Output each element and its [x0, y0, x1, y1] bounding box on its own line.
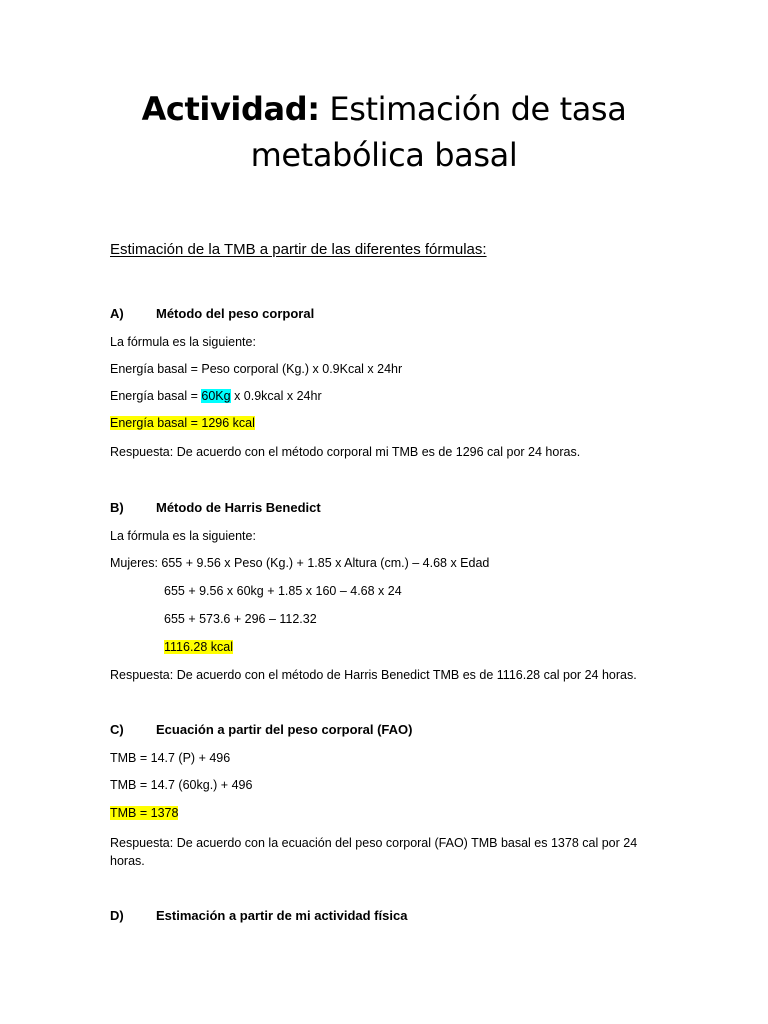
section-a-result-line [110, 416, 255, 430]
section-b-step-1: 655 + 9.56 x 60kg + 1.85 x 160 – 4.68 x 24 [164, 584, 402, 598]
title-rest: Estimación de tasa [319, 90, 627, 128]
section-b-heading: Método de Harris Benedict [156, 500, 321, 515]
section-b-step-2: 655 + 573.6 + 296 – 112.32 [164, 612, 317, 626]
section-a-substitution-prefix: Energía basal = [110, 389, 202, 403]
section-a-answer: Respuesta: De acuerdo con el método corporal mi TMB es de 1296 cal por 24 horas. [110, 445, 581, 459]
section-c-result: TMB = 1378 [110, 806, 179, 820]
document-subtitle: Estimación de la TMB a partir de las diferentes fórmulas: [110, 241, 487, 258]
section-b-result-line [164, 640, 233, 654]
document-title [0, 86, 768, 178]
section-b-result: 1116.28 kcal [164, 640, 234, 654]
title-line-2: metabólica basal [250, 136, 518, 174]
section-b-formula-intro: La fórmula es la siguiente: [110, 529, 256, 543]
section-c-letter: C) [110, 722, 124, 737]
section-a-heading: Método del peso corporal [156, 306, 315, 321]
section-a-formula-intro: La fórmula es la siguiente: [110, 335, 256, 349]
section-c-result-line [110, 806, 178, 820]
section-a-substitution-suffix: x 0.9kcal x 24hr [230, 389, 322, 403]
section-c-answer: Respuesta: De acuerdo con la ecuación del peso corporal (FAO) TMB basal es 1378 cal por 24 horas. [110, 836, 638, 868]
section-a-formula: Energía basal = Peso corporal (Kg.) x 0.9Kcal x 24hr [110, 362, 403, 376]
section-a-substitution-highlight: 60Kg [201, 389, 231, 403]
section-d-letter: D) [110, 908, 124, 923]
section-c-substitution: TMB = 14.7 (60kg.) + 496 [110, 778, 253, 792]
section-d-heading: Estimación a partir de mi actividad física [156, 908, 408, 923]
section-b-formula: Mujeres: 655 + 9.56 x Peso (Kg.) + 1.85 x Altura (cm.) – 4.68 x Edad [110, 556, 490, 570]
section-b-answer: Respuesta: De acuerdo con el método de Harris Benedict TMB es de 1116.28 cal por 24 horas. [110, 668, 637, 682]
section-b-letter: B) [110, 500, 124, 515]
section-a-letter: A) [110, 306, 124, 321]
section-c-heading: Ecuación a partir del peso corporal (FAO) [156, 722, 413, 737]
section-a-substitution [110, 389, 322, 403]
section-c-formula: TMB = 14.7 (P) + 496 [110, 751, 231, 765]
section-a-result: Energía basal = 1296 kcal [110, 416, 255, 430]
title-bold: Actividad: [141, 90, 320, 128]
